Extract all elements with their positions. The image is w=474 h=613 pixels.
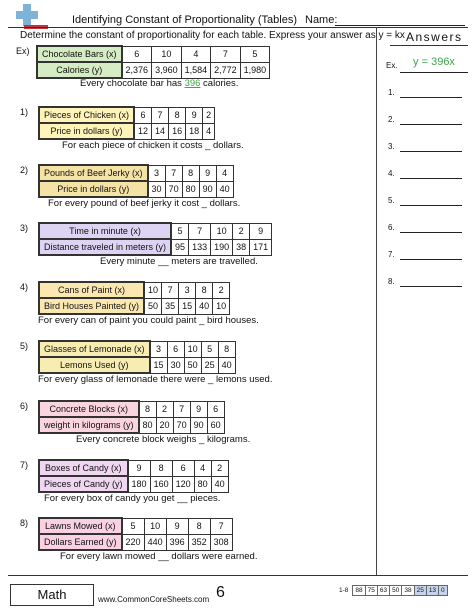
x-value-cell: 2 xyxy=(156,401,173,417)
y-label-cell: Price in dollars (y) xyxy=(39,123,134,139)
y-value-cell: 220 xyxy=(122,534,145,550)
instructions: Determine the constant of proportionality for each table. Express your answer as y = kx xyxy=(20,30,405,41)
y-value-cell: 30 xyxy=(167,357,184,373)
x-value-cell: 10 xyxy=(144,518,166,534)
table-row xyxy=(39,239,272,255)
x-value-cell: 5 xyxy=(171,223,189,239)
y-value-cell: 180 xyxy=(128,476,151,492)
x-value-cell: 7 xyxy=(162,282,179,298)
y-value-cell: 352 xyxy=(188,534,210,550)
y-value-cell: 80 xyxy=(194,476,211,492)
x-value-cell: 2 xyxy=(213,282,230,298)
y-value-cell: 50 xyxy=(184,357,201,373)
answer-field[interactable] xyxy=(400,259,462,260)
answer-number: 5. xyxy=(388,196,395,205)
y-value-cell: 40 xyxy=(196,298,213,314)
score-cell: 50 xyxy=(390,586,402,596)
x-value-cell: 8 xyxy=(196,282,213,298)
table-row xyxy=(39,165,233,181)
x-value-cell: 9 xyxy=(186,107,203,123)
score-range: 1-8 xyxy=(339,587,349,594)
y-value-cell: 14 xyxy=(152,123,169,139)
y-value-cell: 25 xyxy=(201,357,218,373)
answer-field[interactable] xyxy=(400,205,462,206)
y-value-cell: 16 xyxy=(169,123,186,139)
caption-answer: 396 xyxy=(184,78,201,89)
answer-number: 7. xyxy=(388,250,395,259)
question-caption: For every lawn mowed __ dollars were earned. xyxy=(60,551,258,562)
table-row xyxy=(39,341,235,357)
x-value-cell: 7 xyxy=(165,165,182,181)
answers-title-underline xyxy=(390,45,468,46)
example-answer: y = 396x xyxy=(400,56,468,73)
question-caption: For every box of candy you get __ pieces. xyxy=(44,493,221,504)
score-cell: 25 xyxy=(414,586,426,596)
x-value-cell: 9 xyxy=(190,401,207,417)
answer-number: 1. xyxy=(388,88,395,97)
header-divider xyxy=(8,27,468,28)
y-value-cell: 10 xyxy=(213,298,230,314)
y-value-cell: 190 xyxy=(211,239,233,255)
y-label-cell: weight in kilograms (y) xyxy=(39,417,139,433)
score-cell: 13 xyxy=(426,586,438,596)
y-value-cell: 40 xyxy=(211,476,228,492)
question-number: 5) xyxy=(20,341,29,351)
x-value-cell: 9 xyxy=(250,223,272,239)
x-value-cell: 7 xyxy=(189,223,211,239)
table-row xyxy=(39,107,215,123)
x-value-cell: 10 xyxy=(144,282,162,298)
y-label-cell: Lemons Used (y) xyxy=(39,357,150,373)
x-value-cell: 10 xyxy=(152,46,182,62)
x-value-cell: 4 xyxy=(181,46,211,62)
x-value-cell: 8 xyxy=(218,341,235,357)
proportion-table xyxy=(38,400,225,434)
example-table xyxy=(36,45,270,79)
x-value-cell: 7 xyxy=(173,401,190,417)
x-value-cell: 6 xyxy=(134,107,152,123)
question-number: 1) xyxy=(20,107,29,117)
table-row xyxy=(39,518,232,534)
caption-text: calories. xyxy=(200,78,239,89)
answer-number: 4. xyxy=(388,169,395,178)
proportion-table xyxy=(38,281,230,315)
y-label-cell: Bird Houses Painted (y) xyxy=(39,298,144,314)
x-value-cell: 8 xyxy=(169,107,186,123)
y-value-cell: 308 xyxy=(210,534,232,550)
answers-title: Answers xyxy=(406,30,463,44)
answer-field[interactable] xyxy=(400,286,462,287)
x-value-cell: 2 xyxy=(211,460,228,476)
y-value-cell: 2,376 xyxy=(122,62,152,78)
y-value-cell: 160 xyxy=(150,476,172,492)
y-value-cell: 70 xyxy=(165,181,182,197)
example-caption xyxy=(80,78,238,89)
name-label: Name: xyxy=(305,14,338,26)
y-value-cell: 120 xyxy=(172,476,194,492)
question-caption: Every minute __ meters are travelled. xyxy=(100,256,258,267)
x-value-cell: 3 xyxy=(150,341,168,357)
score-cell: 75 xyxy=(365,586,377,596)
x-value-cell: 5 xyxy=(122,518,145,534)
table-row xyxy=(39,223,272,239)
y-value-cell: 70 xyxy=(173,417,190,433)
question-number: 4) xyxy=(20,282,29,292)
x-label-cell: Pounds of Beef Jerky (x) xyxy=(39,165,148,181)
y-value-cell: 35 xyxy=(162,298,179,314)
y-value-cell: 133 xyxy=(189,239,211,255)
x-value-cell: 6 xyxy=(167,341,184,357)
site-url: www.CommonCoreSheets.com xyxy=(98,595,210,604)
answer-number: 8. xyxy=(388,277,395,286)
y-value-cell: 18 xyxy=(186,123,203,139)
name-field[interactable] xyxy=(335,25,465,26)
y-label-cell: Distance traveled in meters (y) xyxy=(39,239,171,255)
caption-text: Every chocolate bar has xyxy=(80,78,185,89)
score-cell: 0 xyxy=(439,586,448,596)
table-row xyxy=(39,401,224,417)
y-value-cell: 15 xyxy=(150,357,168,373)
y-value-cell: 95 xyxy=(171,239,189,255)
x-value-cell: 10 xyxy=(211,223,233,239)
y-value-cell: 90 xyxy=(190,417,207,433)
score-table xyxy=(337,585,448,596)
proportion-table xyxy=(38,164,234,198)
x-value-cell: 7 xyxy=(152,107,169,123)
question-caption: For each piece of chicken it costs _ dollars. xyxy=(62,140,244,151)
example-label: Ex) xyxy=(16,46,30,56)
table-row xyxy=(39,476,228,492)
proportion-table xyxy=(38,222,272,256)
answer-column-divider xyxy=(376,27,377,575)
y-value-cell: 1,980 xyxy=(240,62,270,78)
answer-field[interactable] xyxy=(400,97,462,98)
x-label-cell: Lawns Mowed (x) xyxy=(39,518,122,534)
table-row xyxy=(37,62,270,78)
x-label-cell: Chocolate Bars (x) xyxy=(37,46,122,62)
y-value-cell: 3,960 xyxy=(152,62,182,78)
score-cell: 63 xyxy=(377,586,389,596)
question-number: 7) xyxy=(20,460,29,470)
page-title: Identifying Constant of Proportionality (Tables) xyxy=(72,14,298,26)
x-label-cell: Concrete Blocks (x) xyxy=(39,401,139,417)
y-label-cell: Calories (y) xyxy=(37,62,122,78)
x-value-cell: 4 xyxy=(194,460,211,476)
x-value-cell: 8 xyxy=(182,165,199,181)
score-cell: 88 xyxy=(353,586,365,596)
proportion-table xyxy=(38,106,215,140)
footer-divider xyxy=(8,575,468,576)
question-caption: For every can of paint you could paint _ bird houses. xyxy=(38,315,259,326)
y-value-cell: 60 xyxy=(207,417,224,433)
proportion-table xyxy=(38,459,229,493)
y-value-cell: 15 xyxy=(179,298,196,314)
answer-number: 3. xyxy=(388,142,395,151)
y-label-cell: Price in dollars (y) xyxy=(39,181,148,197)
x-value-cell: 8 xyxy=(188,518,210,534)
question-number: 8) xyxy=(20,518,29,528)
x-value-cell: 2 xyxy=(203,107,215,123)
x-value-cell: 5 xyxy=(240,46,270,62)
answer-number: 6. xyxy=(388,223,395,232)
y-value-cell: 1,584 xyxy=(181,62,211,78)
question-caption: Every concrete block weighs _ kilograms. xyxy=(76,434,251,445)
table-row xyxy=(37,46,270,62)
x-value-cell: 9 xyxy=(166,518,188,534)
x-value-cell: 3 xyxy=(148,165,166,181)
y-value-cell: 440 xyxy=(144,534,166,550)
x-value-cell: 5 xyxy=(201,341,218,357)
proportion-table xyxy=(38,517,233,551)
question-number: 2) xyxy=(20,165,29,175)
subject-label: Math xyxy=(10,584,94,606)
table-row xyxy=(39,123,215,139)
question-caption: For every glass of lemonade there were _ lemons used. xyxy=(38,374,273,385)
x-label-cell: Time in minute (x) xyxy=(39,223,171,239)
y-value-cell: 396 xyxy=(166,534,188,550)
y-label-cell: Pieces of Candy (y) xyxy=(39,476,128,492)
y-value-cell: 38 xyxy=(233,239,250,255)
x-value-cell: 9 xyxy=(128,460,151,476)
table-row xyxy=(39,357,235,373)
answer-number: 2. xyxy=(388,115,395,124)
y-value-cell: 2,772 xyxy=(211,62,241,78)
question-number: 3) xyxy=(20,223,29,233)
table-row xyxy=(39,181,233,197)
y-value-cell: 50 xyxy=(144,298,162,314)
answer-field[interactable] xyxy=(400,151,462,152)
x-label-cell: Cans of Paint (x) xyxy=(39,282,144,298)
y-value-cell: 80 xyxy=(182,181,199,197)
x-label-cell: Pieces of Chicken (x) xyxy=(39,107,134,123)
x-value-cell: 4 xyxy=(216,165,233,181)
table-row xyxy=(337,586,447,596)
x-value-cell: 6 xyxy=(172,460,194,476)
x-value-cell: 2 xyxy=(233,223,250,239)
x-value-cell: 6 xyxy=(122,46,152,62)
table-row xyxy=(39,534,232,550)
question-caption: For every pound of beef jerky it cost _ dollars. xyxy=(48,198,241,209)
answer-field[interactable] xyxy=(400,232,462,233)
y-value-cell: 40 xyxy=(218,357,235,373)
page-number: 6 xyxy=(216,584,225,601)
x-value-cell: 3 xyxy=(179,282,196,298)
x-value-cell: 8 xyxy=(150,460,172,476)
table-row xyxy=(39,417,224,433)
y-value-cell: 12 xyxy=(134,123,152,139)
x-label-cell: Glasses of Lemonade (x) xyxy=(39,341,150,357)
y-value-cell: 30 xyxy=(148,181,166,197)
table-row xyxy=(39,298,230,314)
x-value-cell: 10 xyxy=(184,341,201,357)
table-row xyxy=(39,282,230,298)
y-value-cell: 171 xyxy=(250,239,272,255)
score-cell: 38 xyxy=(402,586,414,596)
y-value-cell: 20 xyxy=(156,417,173,433)
x-value-cell: 7 xyxy=(211,46,241,62)
x-value-cell: 6 xyxy=(207,401,224,417)
y-value-cell: 80 xyxy=(139,417,157,433)
x-value-cell: 7 xyxy=(210,518,232,534)
example-answer-label: Ex. xyxy=(386,61,398,70)
table-row xyxy=(39,460,228,476)
y-value-cell: 40 xyxy=(216,181,233,197)
question-number: 6) xyxy=(20,401,29,411)
x-value-cell: 8 xyxy=(139,401,157,417)
answer-field[interactable] xyxy=(400,124,462,125)
x-value-cell: 9 xyxy=(199,165,216,181)
x-label-cell: Boxes of Candy (x) xyxy=(39,460,128,476)
y-value-cell: 4 xyxy=(203,123,215,139)
answer-field[interactable] xyxy=(400,178,462,179)
y-label-cell: Dollars Earned (y) xyxy=(39,534,122,550)
y-value-cell: 90 xyxy=(199,181,216,197)
proportion-table xyxy=(38,340,236,374)
